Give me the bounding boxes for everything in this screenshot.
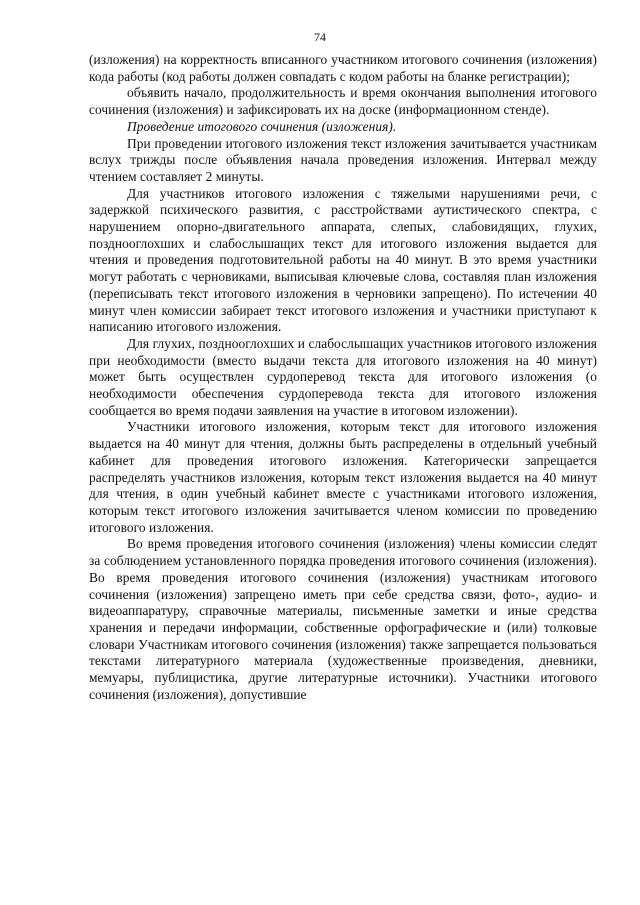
page-number: 74 <box>314 30 326 44</box>
document-body <box>89 52 597 703</box>
paragraph: Для участников итогового изложения с тяжелыми нарушениями речи, с задержкой психического развития, с расстройствами аутистического спектра, с нарушением опорно-двигательного аппарата, слепых, слабовидящих, глухих, позднооглохших и слабослышащих текст для итогового изложения выдается для чтения и проведения подготовительной работы на 40 минут. В это время участники могут работать с черновиками, выписывая ключевые слова, составляя план изложения (переписывать текст итогового изложения в черновики запрещено). По истечении 40 минут член комиссии забирает текст итогового изложения и участники приступают к написанию итогового изложения. <box>89 185 597 335</box>
paragraph: Во время проведения итогового сочинения (изложения) члены комиссии следят за соблюдением установленного порядка проведения итогового сочинения (изложения). Во время проведения итогового сочинения (изложения) участникам итогового сочинения (изложения) запрещено иметь при себе средства связи, фото-, аудио- и видеоаппаратуру, справочные материалы, письменные заметки и иные средства хранения и передачи информации, собственные орфографические и (или) толковые словари Участникам итогового сочинения (изложения) также запрещается пользоваться текстами литературного материала (художественные произведения, дневники, мемуары, публицистика, другие литературные источники). Участники итогового сочинения (изложения), допустившие <box>89 536 597 702</box>
paragraph: Для глухих, позднооглохших и слабослышащих участников итогового изложения при необходимости (вместо выдачи текста для итогового изложения на 40 минут) может быть осуществлен сурдоперевод текста для итогового изложения (о необходимости обеспечения сурдоперевода текста для итогового изложения сообщается во время подачи заявления на участие в итоговом изложении). <box>89 335 597 418</box>
paragraph: объявить начало, продолжительность и время окончания выполнения итогового сочинения (изложения) и зафиксировать их на доске (информационном стенде). <box>89 85 597 118</box>
paragraph: (изложения) на корректность вписанного участником итогового сочинения (изложения) кода работы (код работы должен совпадать с кодом работы на бланке регистрации); <box>89 52 597 84</box>
section-heading: Проведение итогового сочинения (изложения). <box>127 118 397 134</box>
paragraph: Участники итогового изложения, которым текст для итогового изложения выдается на 40 минут для чтения, должны быть распределены в отдельный учебный кабинет для проведения итогового изложения. Категорически запрещается распределять участников изложения, которым текст изложения выдается на 40 минут для чтения, в один учебный кабинет вместе с участниками итогового изложения, которым текст итогового изложения зачитывается членом комиссии по проведению итогового изложения. <box>89 419 597 535</box>
paragraph: При проведении итогового изложения текст изложения зачитывается участникам вслух трижды после объявления начала проведения изложения. Интервал между чтением составляет 2 минуты. <box>89 135 597 184</box>
